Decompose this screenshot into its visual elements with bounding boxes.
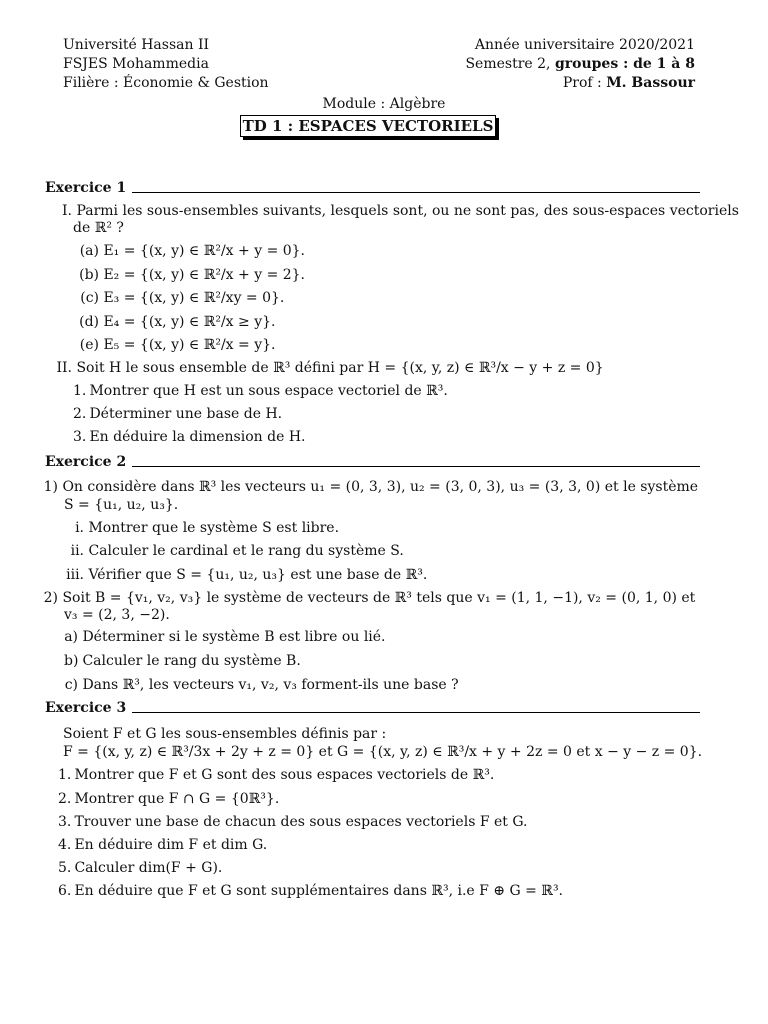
item-number: (a) — [79, 243, 99, 259]
item-text: Calculer le rang du système B. — [82, 653, 301, 669]
set-definitions: F = {(x, y, z) ∈ ℝ³/3x + 2y + z = 0} et G = {(x, y, z) ∈ ℝ³/x + y + 2z = 0 et x − y − z = 0}. — [63, 744, 703, 760]
item-number: (b) — [79, 267, 99, 283]
institution-block — [63, 36, 269, 93]
item-number: 5. — [58, 860, 72, 876]
item-text: E₄ = {(x, y) ∈ ℝ²/x ≥ y}. — [103, 314, 276, 330]
question-text: Soit H le sous ensemble de ℝ³ défini par H = {(x, y, z) ∈ ℝ³/x − y + z = 0} — [76, 360, 604, 376]
list-item — [58, 836, 267, 854]
question-1-continued: S = {u₁, u₂, u₃}. — [64, 497, 179, 513]
exercise-3-heading — [45, 696, 700, 716]
question-text: On considère dans ℝ³ les vecteurs u₁ = (0, 3, 3), u₂ = (3, 0, 3), u₃ = (3, 3, 0) et le système — [62, 479, 699, 495]
faculty-name: FSJES Mohammedia — [63, 56, 209, 72]
exercise-label: Exercice 3 — [45, 700, 127, 716]
groups-label: groupes : de 1 à 8 — [554, 56, 695, 72]
item-number: a) — [64, 629, 78, 645]
list-item — [73, 382, 448, 400]
question-I — [58, 202, 739, 220]
item-number: 6. — [58, 883, 72, 899]
list-item — [79, 289, 284, 307]
question-I-continued: de ℝ² ? — [73, 220, 124, 236]
item-text: E₃ = {(x, y) ∈ ℝ²/xy = 0}. — [103, 290, 285, 306]
heading-rule — [132, 466, 700, 467]
exercise-1-heading — [45, 176, 700, 196]
university-name: Université Hassan II — [63, 37, 210, 53]
item-number: iii. — [66, 567, 84, 583]
module-label: Module : Algèbre — [322, 96, 446, 112]
list-item — [73, 405, 282, 423]
professor-prefix: Prof : — [562, 75, 607, 91]
item-number: 4. — [58, 837, 72, 853]
exercise-label: Exercice 2 — [45, 454, 127, 470]
item-number: ii. — [70, 543, 84, 559]
item-text: Déterminer si le système B est libre ou lié. — [82, 629, 386, 645]
semester-line — [465, 55, 695, 74]
item-number: 3. — [73, 429, 87, 445]
item-text: En déduire que F et G sont supplémentaires dans ℝ³, i.e F ⊕ G = ℝ³. — [74, 883, 564, 899]
list-item — [58, 766, 494, 784]
item-text: Trouver une base de chacun des sous espaces vectoriels F et G. — [74, 814, 528, 830]
exercise-2-heading — [45, 450, 700, 470]
item-text: Calculer le cardinal et le rang du système S. — [88, 543, 404, 559]
list-item — [64, 652, 301, 670]
item-text: Calculer dim(F + G). — [74, 860, 223, 876]
list-item — [64, 628, 386, 646]
list-item — [58, 790, 279, 808]
question-1 — [42, 478, 698, 496]
item-text: Vérifier que S = {u₁, u₂, u₃} est une base de ℝ³. — [88, 567, 428, 583]
item-text: Montrer que F ∩ G = {0ℝ³}. — [74, 791, 280, 807]
list-item — [79, 266, 305, 284]
question-number: I. — [62, 203, 72, 219]
list-item — [64, 542, 404, 560]
item-text: E₅ = {(x, y) ∈ ℝ²/x = y}. — [103, 337, 276, 353]
item-text: E₁ = {(x, y) ∈ ℝ²/x + y = 0}. — [103, 243, 306, 259]
item-text: Dans ℝ³, les vecteurs v₁, v₂, v₃ forment-ils une base ? — [82, 677, 459, 693]
page-title: TD 1 : ESPACES VECTORIELS — [240, 115, 496, 137]
list-item — [64, 566, 427, 584]
list-item — [73, 428, 305, 446]
list-item — [64, 676, 459, 694]
item-number: b) — [64, 653, 79, 669]
item-number: (c) — [80, 290, 99, 306]
list-item — [58, 813, 528, 831]
course-info-block — [465, 36, 695, 93]
item-number: i. — [75, 520, 84, 536]
item-number: (e) — [79, 337, 99, 353]
program-name: Filière : Économie & Gestion — [63, 75, 269, 91]
list-item — [58, 882, 563, 900]
item-text: E₂ = {(x, y) ∈ ℝ²/x + y = 2}. — [103, 267, 306, 283]
professor-line — [465, 74, 695, 93]
item-number: 1. — [58, 767, 72, 783]
list-item — [79, 242, 305, 260]
item-number: (d) — [79, 314, 99, 330]
academic-year: Année universitaire 2020/2021 — [474, 37, 695, 53]
item-text: Montrer que le système S est libre. — [88, 520, 340, 536]
item-number: 3. — [58, 814, 72, 830]
item-number: 1. — [73, 383, 87, 399]
heading-rule — [132, 712, 700, 713]
list-item — [79, 313, 275, 331]
list-item — [64, 519, 339, 537]
item-text: Montrer que F et G sont des sous espaces vectoriels de ℝ³. — [74, 767, 495, 783]
item-text: En déduire dim F et dim G. — [74, 837, 268, 853]
list-item — [58, 859, 222, 877]
heading-rule — [132, 192, 700, 193]
semester-label: Semestre 2, — [465, 56, 555, 72]
question-text: Parmi les sous-ensembles suivants, lesquels sont, ou ne sont pas, des sous-espaces vectoriels — [76, 203, 739, 219]
question-2-continued: v₃ = (2, 3, −2). — [64, 607, 170, 623]
exercise-3-intro: Soient F et G les sous-ensembles définis par : — [63, 726, 387, 742]
question-number: 2) — [43, 590, 58, 606]
item-number: c) — [64, 677, 78, 693]
question-text: Soit B = {v₁, v₂, v₃} le système de vecteurs de ℝ³ tels que v₁ = (1, 1, −1), v₂ = (0, 1, 0) et — [62, 590, 696, 606]
question-number: II. — [56, 360, 72, 376]
item-number: 2. — [58, 791, 72, 807]
question-2 — [42, 589, 695, 607]
professor-name: M. Bassour — [606, 75, 695, 91]
exercise-label: Exercice 1 — [45, 180, 127, 196]
question-II — [50, 359, 604, 377]
item-text: Montrer que H est un sous espace vectoriel de ℝ³. — [89, 383, 448, 399]
item-text: Déterminer une base de H. — [89, 406, 283, 422]
item-text: En déduire la dimension de H. — [89, 429, 306, 445]
question-number: 1) — [43, 479, 58, 495]
list-item — [79, 336, 275, 354]
item-number: 2. — [73, 406, 87, 422]
